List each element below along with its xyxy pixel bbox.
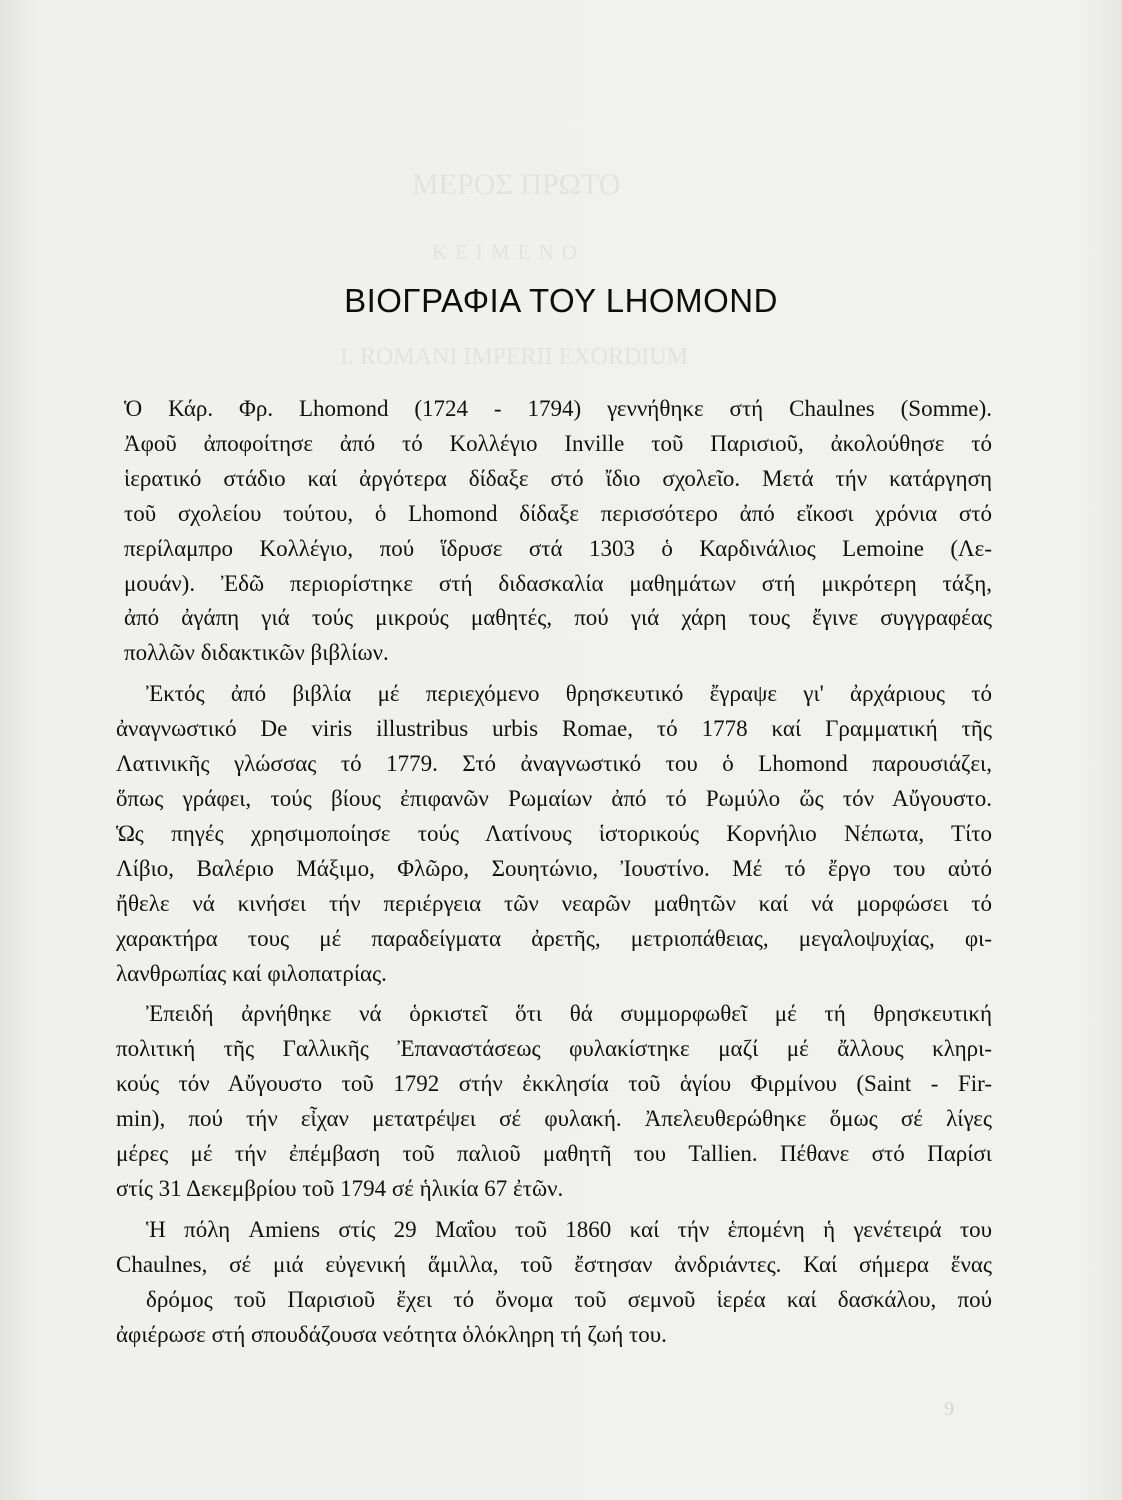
text-line: Ὁ Κάρ. Φρ. Lhomond (1724 - 1794) γεννήθηκε στή Chaulnes (Somme). <box>124 396 992 421</box>
text-line: μέρες μέ τήν ἐπέμβαση τοῦ παλιοῦ μαθητῆ του Tallien. Πέθανε στό Παρίσι <box>116 1141 992 1167</box>
text-line: Ἀφοῦ ἀποφοίτησε ἀπό τό Κολλέγιο Inville τοῦ Παρισιοῦ, ἀκολούθησε τό <box>124 430 992 456</box>
biography-text <box>116 392 992 1352</box>
show-through-heading-3: I. ROMANI IMPERII EXORDIUM <box>340 344 688 370</box>
text-line: Λατινικῆς γλώσσας τό 1779. Στό ἀναγνωστικό του ὁ Lhomond παρουσιάζει, <box>116 751 992 777</box>
text-line: ἀπό ἀγάπη γιά τούς μικρούς μαθητές, πού γιά χάρη τους ἔγινε συγγραφέας <box>124 605 992 631</box>
text-line: κούς τόν Αὔγουστο τοῦ 1792 στήν ἐκκλησία τοῦ ἁγίου Φιρμίνου (Saint - Fir- <box>116 1071 992 1097</box>
text-line: δρόμος τοῦ Παρισιοῦ ἔχει τό ὄνομα τοῦ σεμνοῦ ἱερέα καί δασκάλου, πού <box>146 1286 992 1312</box>
text-line: πολλῶν διδακτικῶν βιβλίων. <box>124 640 389 666</box>
text-line: Ἐπειδή ἀρνήθηκε νά ὁρκιστεῖ ὅτι θά συμμορφωθεῖ μέ τή θρησκευτική <box>146 1001 992 1027</box>
text-line: Ἐκτός ἀπό βιβλία μέ περιεχόμενο θρησκευτικό ἔγραψε γι' ἀρχάριους τό <box>146 681 992 707</box>
text-line: λανθρωπίας καί φιλοπατρίας. <box>116 960 387 986</box>
text-line: πολιτική τῆς Γαλλικῆς Ἐπαναστάσεως φυλακίστηκε μαζί μέ ἄλλους κληρι- <box>116 1036 992 1062</box>
text-line: ἤθελε νά κινήσει τήν περιέργεια τῶν νεαρῶν μαθητῶν καί νά μορφώσει τό <box>116 890 992 916</box>
text-line: χαρακτήρα τους μέ παραδείγματα ἀρετῆς, μετριοπάθειας, μεγαλοψυχίας, φι- <box>116 925 992 951</box>
text-line: τοῦ σχολείου τούτου, ὁ Lhomond δίδαξε περισσότερο ἀπό εἴκοσι χρόνια στό <box>124 500 992 526</box>
text-line: περίλαμπρο Κολλέγιο, πού ἵδρυσε στά 1303 ὁ Καρδινάλιος Lemoine (Λε- <box>124 535 992 561</box>
text-line: Ἡ πόλη Amiens στίς 29 Μαΐου τοῦ 1860 καί τήν ἑπομένη ἡ γενέτειρά του <box>146 1216 992 1242</box>
show-through-heading-1: ΜΕΡΟΣ ΠΡΩΤΟ <box>412 168 621 201</box>
page-number: 9 <box>944 1398 954 1420</box>
text-line: Ὡς πηγές χρησιμοποίησε τούς Λατίνους ἱστορικούς Κορνήλιο Νέπωτα, Τίτο <box>116 820 992 846</box>
text-line: ἱερατικό στάδιο καί ἀργότερα δίδαξε στό ἴδιο σχολεῖο. Μετά τήν κατάργηση <box>124 465 992 491</box>
paragraph <box>116 1213 992 1353</box>
text-line: στίς 31 Δεκεμβρίου τοῦ 1794 σέ ἡλικία 67 ἐτῶν. <box>116 1175 564 1201</box>
paragraph <box>116 997 992 1206</box>
show-through-heading-2: ΚΕΙΜΕΝΟ <box>432 240 585 264</box>
text-line: μουάν). Ἐδῶ περιορίστηκε στή διδασκαλία μαθημάτων στή μικρότερη τάξη, <box>124 570 992 596</box>
page-title: ΒΙΟΓΡΑΦΙΑ ΤΟΥ LHOMOND <box>344 282 778 319</box>
text-line: ἀφιέρωσε στή σπουδάζουσα νεότητα ὁλόκληρη τή ζωή του. <box>116 1321 667 1347</box>
text-line: Chaulnes, σέ μιά εὐγενική ἅμιλλα, τοῦ ἔστησαν ἀνδριάντες. Καί σήμερα ἕνας <box>116 1251 992 1277</box>
text-line: ἀναγνωστικό De viris illustribus urbis Romae, τό 1778 καί Γραμματική τῆς <box>116 716 992 742</box>
paragraph <box>116 677 992 991</box>
paragraph <box>116 392 992 671</box>
text-line: ὅπως γράφει, τούς βίους ἐπιφανῶν Ρωμαίων ἀπό τό Ρωμύλο ὥς τόν Αὔγουστο. <box>116 785 992 811</box>
text-line: min), πού τήν εἶχαν μετατρέψει σέ φυλακή. Ἀπελευθερώθηκε ὅμως σέ λίγες <box>116 1106 992 1132</box>
text-line: Λίβιο, Βαλέριο Μάξιμο, Φλῶρο, Σουητώνιο, Ἰουστίνο. Μέ τό ἔργο του αὐτό <box>116 855 992 881</box>
